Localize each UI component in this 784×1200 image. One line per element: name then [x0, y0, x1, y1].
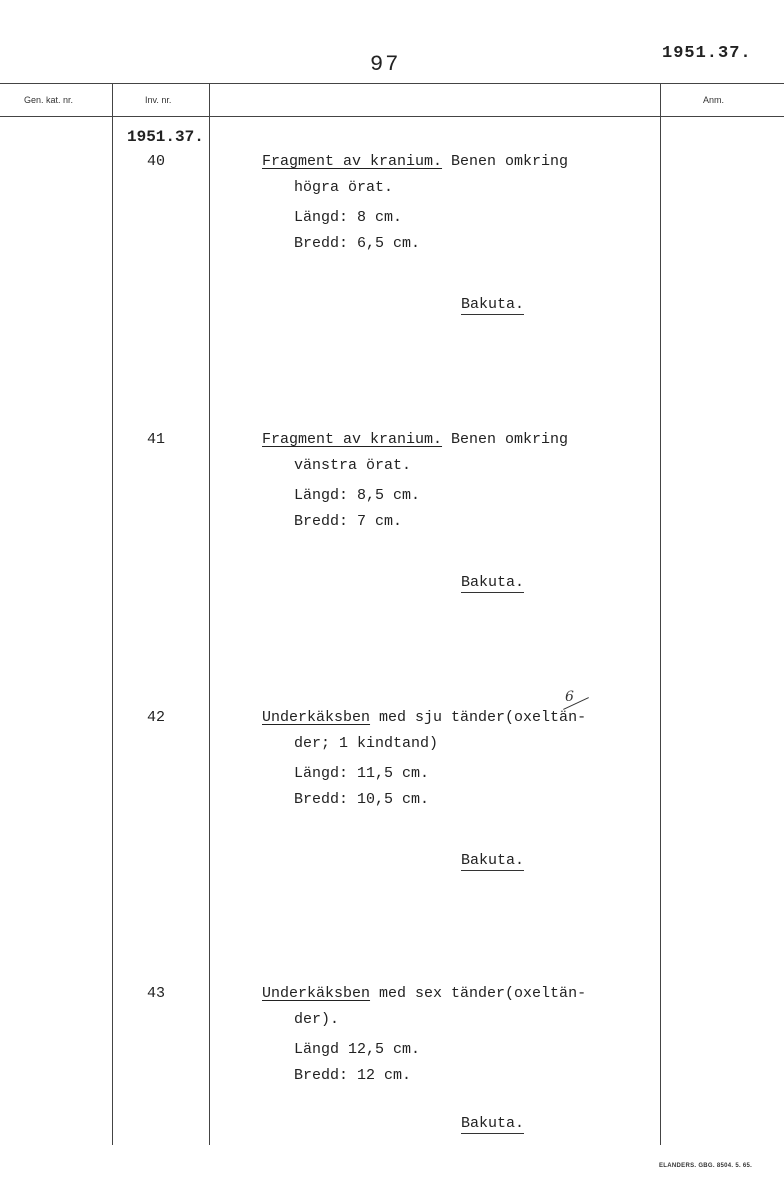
find-location: Bakuta. [461, 1115, 525, 1132]
object-term: Underkäksben [262, 709, 371, 726]
year-tag: 1951.37. [127, 128, 204, 146]
description-continuation: vänstra örat. [294, 457, 412, 474]
table-header-rule [0, 116, 784, 117]
column-header-inv: Inv. nr. [145, 95, 172, 105]
length-measure: Längd 12,5 cm. [294, 1041, 421, 1058]
description-continuation: der). [294, 1011, 340, 1028]
column-header-gen-kat: Gen. kat. nr. [24, 95, 74, 105]
page-number: 97 [370, 52, 401, 77]
entry-description [262, 431, 568, 448]
column-header-anm: Anm. [703, 95, 725, 105]
width-measure: Bredd: 6,5 cm. [294, 235, 421, 252]
object-term: Fragment av kranium. [262, 153, 443, 170]
length-measure: Längd: 8 cm. [294, 209, 403, 226]
length-measure: Längd: 8,5 cm. [294, 487, 421, 504]
inventory-number: 41 [147, 431, 166, 448]
length-measure: Längd: 11,5 cm. [294, 765, 430, 782]
printer-imprint: ELANDERS. GBG. 8504. 5. 65. [659, 1163, 753, 1169]
width-measure: Bredd: 7 cm. [294, 513, 403, 530]
width-measure: Bredd: 12 cm. [294, 1067, 412, 1084]
inventory-number: 42 [147, 709, 166, 726]
description-continuation: högra örat. [294, 179, 394, 196]
accession-number: 1951.37. [662, 44, 752, 63]
handwritten-correction: 6 [565, 689, 574, 705]
entry-description [262, 709, 586, 726]
table-top-rule [0, 83, 784, 84]
find-location: Bakuta. [461, 852, 525, 869]
description-text: Benen omkring [442, 431, 569, 448]
width-measure: Bredd: 10,5 cm. [294, 791, 430, 808]
entry-description [262, 153, 568, 170]
inventory-number: 43 [147, 985, 166, 1002]
description-continuation: der; 1 kindtand) [294, 735, 439, 752]
column-divider [112, 83, 113, 1145]
column-divider [209, 83, 210, 1145]
find-location: Bakuta. [461, 574, 525, 591]
description-text: med sex tänder(oxeltän- [370, 985, 587, 1002]
find-location: Bakuta. [461, 296, 525, 313]
description-text: Benen omkring [442, 153, 569, 170]
column-divider [660, 83, 661, 1145]
object-term: Underkäksben [262, 985, 371, 1002]
description-text: med sju tänder(oxeltän- [370, 709, 587, 726]
object-term: Fragment av kranium. [262, 431, 443, 448]
inventory-number: 40 [147, 153, 166, 170]
entry-description [262, 985, 586, 1002]
